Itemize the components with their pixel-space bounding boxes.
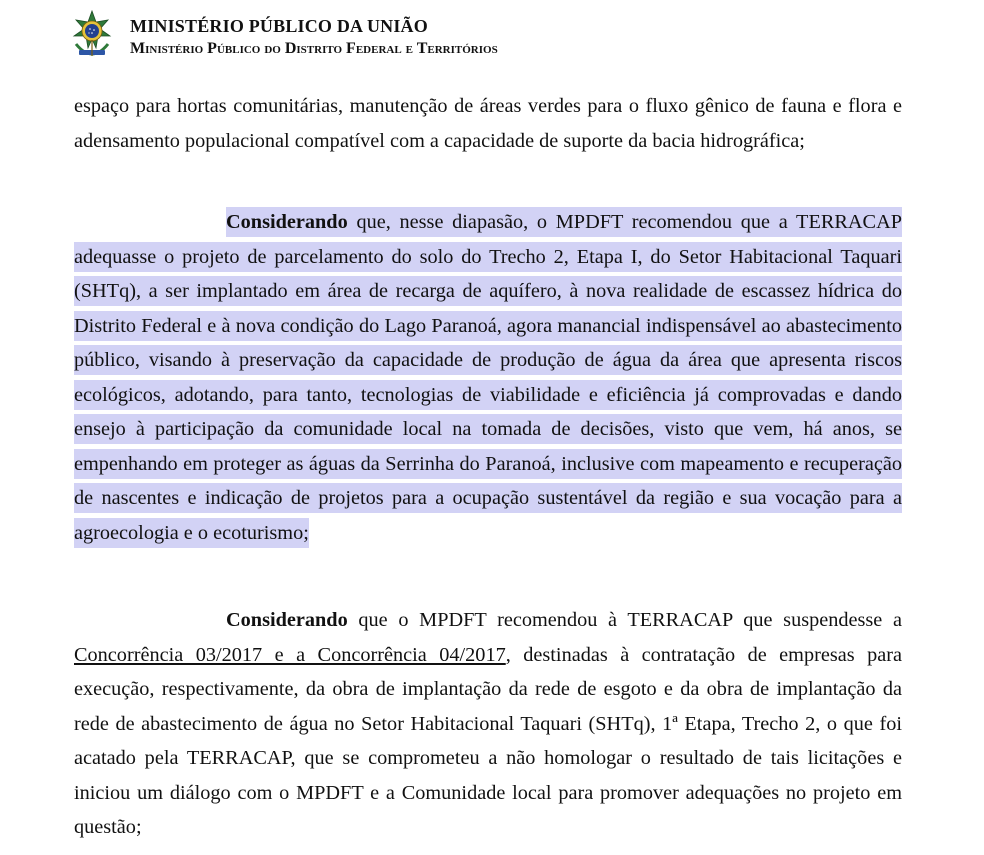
brazil-coat-of-arms-icon <box>70 10 114 58</box>
paragraph-text: que o MPDFT recomendou à TERRACAP que suspendesse a <box>347 609 902 631</box>
org-subtitle: Ministério Público do Distrito Federal e Territórios <box>130 40 498 57</box>
considerando-lead: Considerando <box>226 609 348 631</box>
considerando-lead: Considerando <box>226 211 348 233</box>
org-title: MINISTÉRIO PÚBLICO DA UNIÃO <box>130 16 428 36</box>
paragraph-continuation <box>74 89 902 158</box>
paragraph-text: , destinadas à contratação de empresas para execução, respectivamente, da obra de implantação da rede de esgoto e da obra de implantação da rede de abastecimento de água no Setor Habitacional Taquari (SHTq), 1ª Etapa, Trecho 2, o que foi acatado pela TERRACAP, que se comprometeu a não homologar o resultado de tais licitações e iniciou um diálogo com o MPDFT e a Comunidade local para promover adequações no projeto em questão; <box>74 643 902 838</box>
paragraph-text: que, nesse diapasão, o MPDFT recomendou que a TERRACAP adequasse o projeto de parcelamento do solo do Trecho 2, Etapa I, do Setor Habitacional Taquari (SHTq), a ser implantado em área de recarga de aquífero, à nova realidade de escassez hídrica do Distrito Federal e à nova condição do Lago Paranoá, agora manancial indispensável ao abastecimento público, visando à preservação da capacidade de produção de água da área que apresenta riscos ecológicos, adotando, para tanto, tecnologias de viabilidade e eficiência já comprovadas e dando ensejo à participação da comunidade local na tomada de decisões, visto que vem, há anos, se empenhando em proteger as águas da Serrinha do Paranoá, inclusive com mapeamento e recuperação de nascentes e indicação de projetos para a ocupação sustentável da região e sua vocação para a agroecologia e o ecoturismo; <box>74 211 902 544</box>
highlighted-passage <box>74 207 902 548</box>
paragraph-text: espaço para hortas comunitárias, manutenção de áreas verdes para o fluxo gênico de fauna e flora e adensamento populacional compatível com a capacidade de suporte da bacia hidrográfica; <box>74 95 902 152</box>
paragraph-considerando-highlighted <box>74 205 902 550</box>
paragraph-considerando <box>74 603 902 845</box>
underlined-reference: Concorrência 03/2017 e a Concorrência 04/2017 <box>74 643 506 666</box>
